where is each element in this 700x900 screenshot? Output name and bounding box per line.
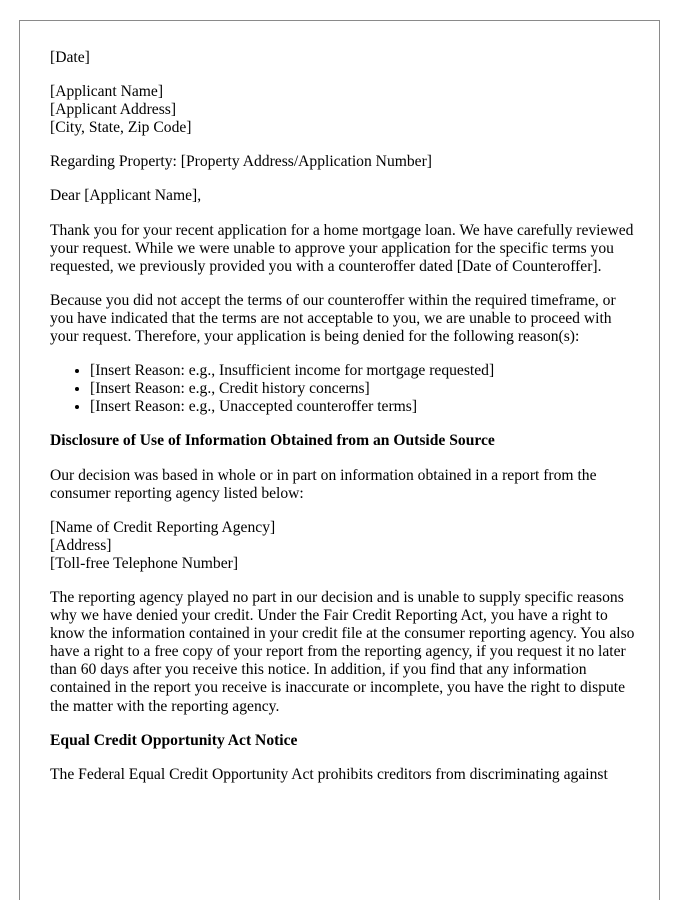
salutation: Dear [Applicant Name], xyxy=(50,187,202,205)
applicant-address: [Applicant Address] xyxy=(50,101,177,119)
disclosure-heading: Disclosure of Use of Information Obtained from an Outside Source xyxy=(50,432,495,450)
applicant-city-state-zip: [City, State, Zip Code] xyxy=(50,119,192,137)
ecoa-heading: Equal Credit Opportunity Act Notice xyxy=(50,731,298,749)
reasons-list xyxy=(50,362,635,416)
applicant-block xyxy=(50,83,635,137)
applicant-name: [Applicant Name] xyxy=(50,83,164,101)
agency-name: [Name of Credit Reporting Agency] xyxy=(50,518,276,536)
intro-paragraph: Thank you for your recent application for a home mortgage loan. We have carefully reviewed your request. While we were unable to approve your application for the specific terms you requested, we previously provided you with a counteroffer dated [Date of Counteroffer]. xyxy=(50,221,634,275)
regarding-line: Regarding Property: [Property Address/Application Number] xyxy=(50,153,432,171)
letter-page xyxy=(19,20,660,900)
letter-date: [Date] xyxy=(50,49,90,66)
reason-item: • [Insert Reason: e.g., Insufficient income for mortgage requested] xyxy=(90,362,635,380)
denial-paragraph: Because you did not accept the terms of our counteroffer within the required timeframe, or you have indicated that the terms are not acceptable to you, we are unable to proceed with your request. Therefore, your application is being denied for the following reason(s): xyxy=(50,291,616,346)
reason-item: • [Insert Reason: e.g., Unaccepted counteroffer terms] xyxy=(90,398,635,416)
ecoa-paragraph: The Federal Equal Credit Opportunity Act prohibits creditors from discriminating against xyxy=(50,765,608,783)
agency-address: [Address] xyxy=(50,536,112,554)
reason-item: • [Insert Reason: e.g., Credit history concerns] xyxy=(90,380,635,398)
agency-block xyxy=(50,519,635,573)
agency-phone: [Toll-free Telephone Number] xyxy=(50,554,239,572)
fcra-paragraph: The reporting agency played no part in our decision and is unable to supply specific reasons why we have denied your credit. Under the Fair Credit Reporting Act, you have a right to know the information contained in your credit file at the consumer reporting agency. You also have a right to a free copy of your report from the reporting agency, if you request it no later than 60 days after you receive this notice. In addition, if you find that any information contained in the report you receive is inaccurate or incomplete, you have the right to dispute the matter with the reporting agency. xyxy=(50,588,635,715)
letter-body xyxy=(50,49,635,800)
disclosure-paragraph: Our decision was based in whole or in part on information obtained in a report from the consumer reporting agency listed below: xyxy=(50,466,597,502)
